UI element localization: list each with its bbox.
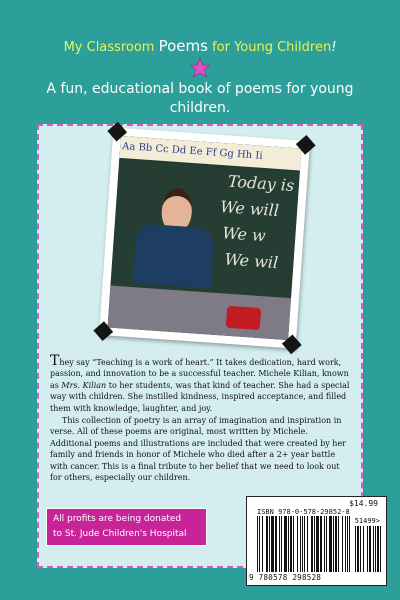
teacher-photo xyxy=(99,127,310,348)
paragraph-1-end: to her students, was that kind of teacher. She had a special way with children. She instilled kindness, inspired acceptance, and filled them with knowledge, laughter, and joy. xyxy=(50,380,350,413)
star-icon xyxy=(189,57,211,79)
barcode-bar xyxy=(375,526,376,572)
book-description xyxy=(50,353,352,483)
barcode-bar xyxy=(342,516,343,572)
barcode-bar xyxy=(269,516,270,572)
board-line: We will xyxy=(219,197,280,221)
barcode-bar xyxy=(259,516,260,572)
barcode-bar xyxy=(300,516,301,572)
board-line: Today is xyxy=(227,171,295,196)
barcode-bar xyxy=(324,516,325,572)
photo-image xyxy=(108,136,302,340)
barcode-bar xyxy=(373,526,374,572)
donation-line-1: All profits are being donated xyxy=(53,514,182,524)
description-paragraph-1 xyxy=(50,353,352,414)
isbn-label: ISBN 978-0-578-29852-8 xyxy=(257,508,350,516)
barcode-bar xyxy=(355,526,356,572)
barcode-bar xyxy=(314,516,315,572)
barcode-bar xyxy=(281,516,282,572)
barcode-bar xyxy=(363,526,364,572)
barcode-bar xyxy=(302,516,303,572)
barcode-bar xyxy=(349,516,350,572)
barcode-bar xyxy=(347,516,348,572)
barcode-bar xyxy=(377,526,379,572)
barcode-bar xyxy=(284,516,287,572)
red-chair xyxy=(226,306,261,330)
barcode-bar xyxy=(311,516,313,572)
donation-line-2: to St. Jude Children's Hospital xyxy=(53,529,187,539)
isbn-barcode xyxy=(246,496,387,586)
title-part-4: ! xyxy=(331,40,337,55)
alphabet-strip: Aa Bb Cc Dd Ee Ff Gg Hh Ii xyxy=(119,136,301,171)
donation-notice xyxy=(46,508,207,546)
barcode-bar xyxy=(335,516,337,572)
barcode-bar xyxy=(266,516,268,572)
barcode-bar xyxy=(326,516,327,572)
barcode-bar xyxy=(275,516,277,572)
barcode-bar xyxy=(279,516,280,572)
paragraph-1-italic: Mrs. Kilian xyxy=(61,380,107,390)
barcode-bar xyxy=(380,526,381,572)
book-title xyxy=(0,37,400,55)
barcode-bar xyxy=(316,516,319,572)
barcode-bar xyxy=(293,516,294,572)
board-line: We wil xyxy=(223,249,279,273)
barcode-bar xyxy=(271,516,274,572)
title-part-1: My Classroom xyxy=(63,40,159,55)
price-label: $14.99 xyxy=(349,499,378,508)
title-part-3: for Young Children xyxy=(207,40,332,55)
description-paragraph-2: This collection of poetry is an array of imagination and inspiration in verse. All of these poems are original, most written by Michele. Additional poems and illustrations are included that were created by her family and friends in honor of Michele who died after a 2+ year battle with cancer. This is a final tribute to her belief that we need to look out for others, especially our children. xyxy=(50,416,347,483)
barcode-bar xyxy=(338,516,339,572)
barcode-bar xyxy=(257,516,258,572)
addon-code: 51499> xyxy=(354,517,380,525)
board-line: We w xyxy=(221,223,267,246)
barcode-bar xyxy=(262,516,263,572)
barcode-bar xyxy=(297,516,298,572)
drop-cap: T xyxy=(50,353,60,369)
barcode-bar xyxy=(307,516,308,572)
barcode-bar xyxy=(369,526,371,572)
barcode-bar xyxy=(360,526,361,572)
title-part-2: Poems xyxy=(158,37,208,55)
barcode-bar xyxy=(288,516,289,572)
tagline: A fun, educational book of poems for young children. xyxy=(46,81,354,116)
barcode-bars xyxy=(257,516,351,572)
barcode-bar xyxy=(367,526,368,572)
barcode-bar xyxy=(357,526,359,572)
barcode-bar xyxy=(345,516,346,572)
paragraph-1-text: hey say “Teaching is a work of heart.” It takes dedication, hard work, passion, and innovation to be a successful teacher. Michele Kilian, known as xyxy=(50,358,349,390)
barcode-bar xyxy=(304,516,305,572)
barcode-bar xyxy=(333,516,334,572)
barcode-bar xyxy=(329,516,332,572)
addon-barcode-bars xyxy=(355,526,383,572)
barcode-bar xyxy=(320,516,322,572)
ean-digits: 9 780578 298528 xyxy=(249,573,322,582)
teacher-figure-body xyxy=(133,223,215,288)
barcode-bar xyxy=(290,516,292,572)
